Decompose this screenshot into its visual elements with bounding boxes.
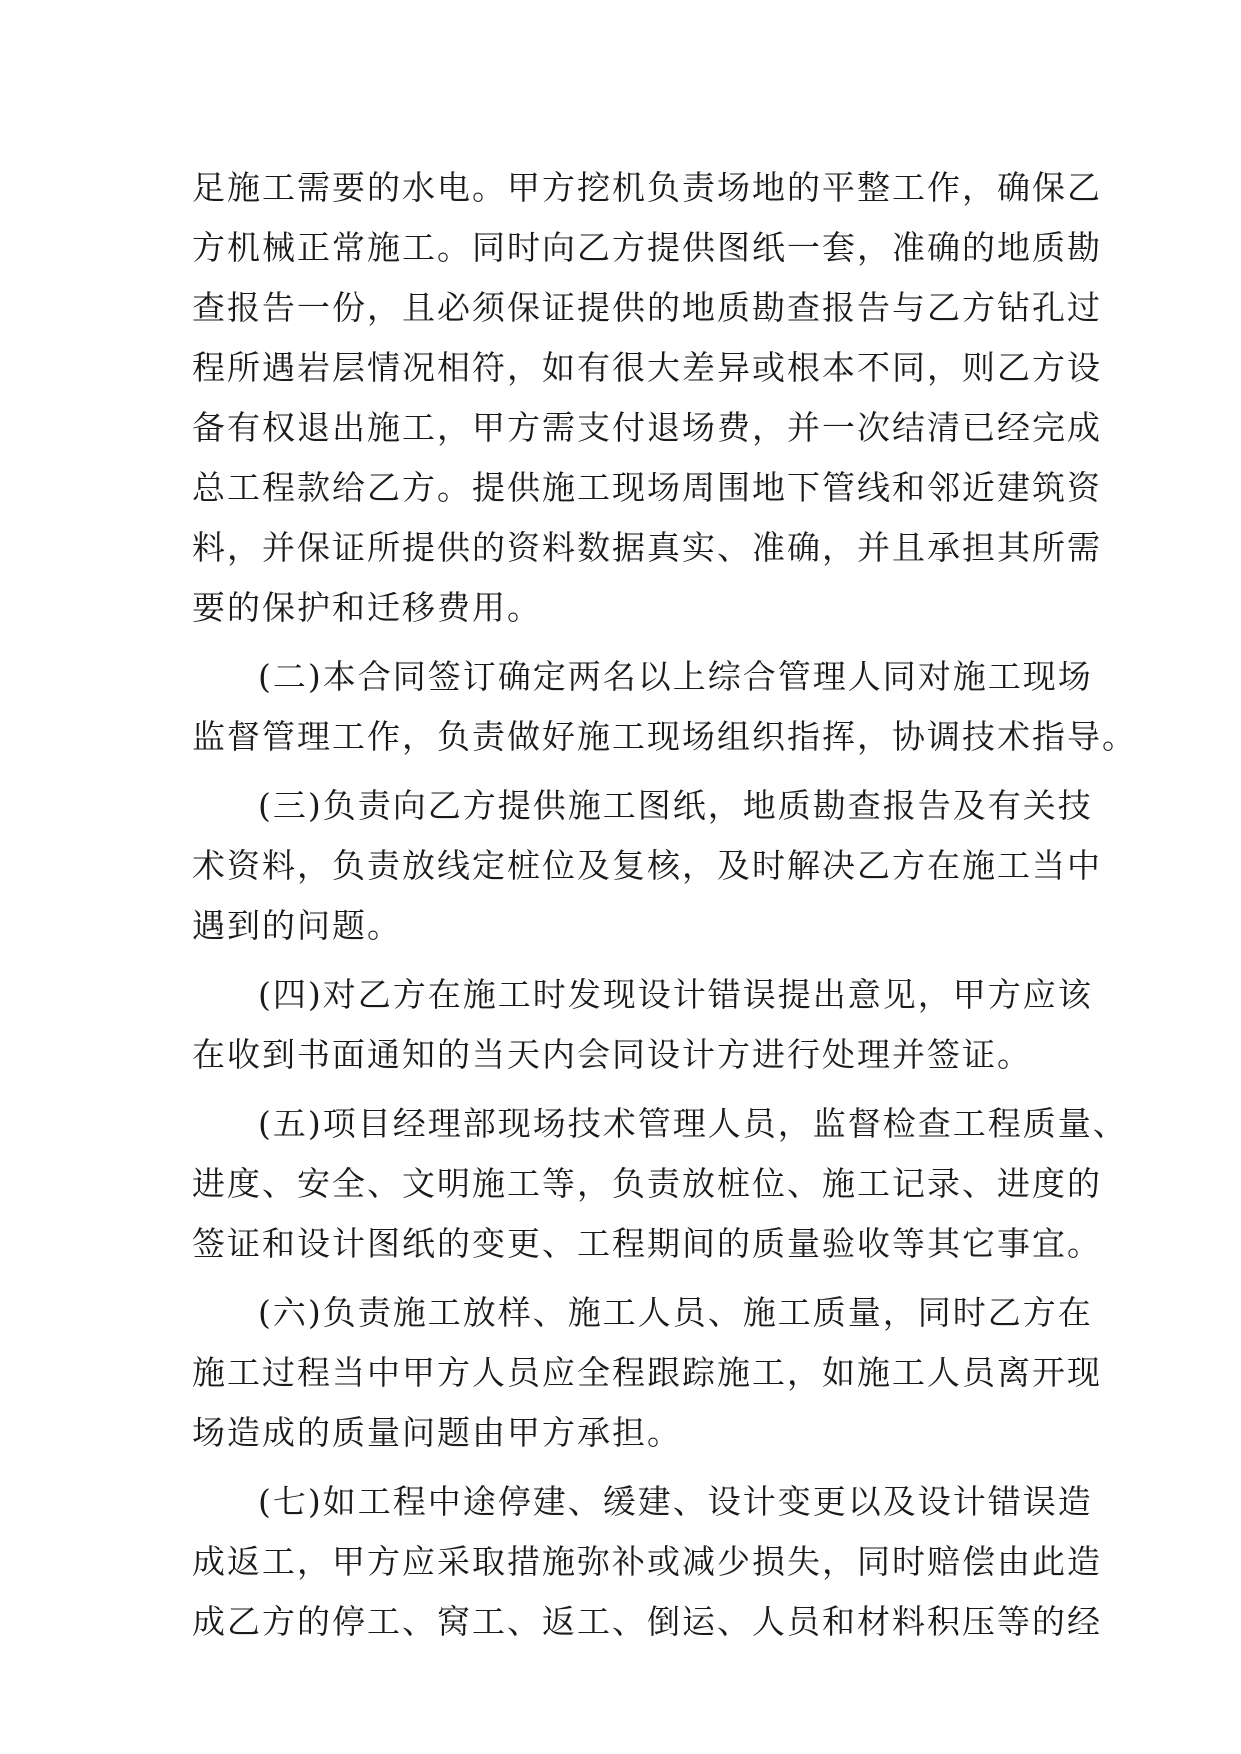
text-line: (二)本合同签订确定两名以上综合管理人同对施工现场 — [258, 657, 1093, 696]
text-line: 程所遇岩层情况相符，如有很大差异或根本不同，则乙方设 — [192, 348, 1102, 387]
text-line: (七)如工程中途停建、缓建、设计变更以及设计错误造 — [258, 1482, 1093, 1521]
text-line: 术资料，负责放线定桩位及复核，及时解决乙方在施工当中 — [192, 846, 1102, 885]
text-line: 总工程款给乙方。提供施工现场周围地下管线和邻近建筑资 — [192, 468, 1102, 507]
text-line: 要的保护和迁移费用。 — [192, 588, 542, 627]
paragraph-gap — [192, 956, 1072, 965]
text-line: 遇到的问题。 — [192, 906, 402, 945]
text-line: 在收到书面通知的当天内会同设计方进行处理并签证。 — [192, 1035, 1032, 1074]
text-line: (六)负责施工放样、施工人员、施工质量，同时乙方在 — [258, 1293, 1093, 1332]
paragraph-gap — [192, 1085, 1072, 1094]
text-line: 方机械正常施工。同时向乙方提供图纸一套，准确的地质勘 — [192, 228, 1102, 267]
paragraph-gap — [192, 767, 1072, 776]
text-line: 备有权退出施工，甲方需支付退场费，并一次结清已经完成 — [192, 408, 1102, 447]
paragraph-gap — [192, 638, 1072, 647]
text-line: (三)负责向乙方提供施工图纸，地质勘查报告及有关技 — [258, 786, 1093, 825]
paragraph-gap — [192, 1463, 1072, 1472]
text-line: 成乙方的停工、窝工、返工、倒运、人员和材料积压等的经 — [192, 1602, 1102, 1641]
document-body — [192, 158, 1137, 1652]
text-line: (四)对乙方在施工时发现设计错误提出意见，甲方应该 — [258, 975, 1093, 1014]
text-line: 施工过程当中甲方人员应全程跟踪施工，如施工人员离开现 — [192, 1353, 1102, 1392]
text-line: 进度、安全、文明施工等，负责放桩位、施工记录、进度的 — [192, 1164, 1102, 1203]
text-line: (五)项目经理部现场技术管理人员，监督检查工程质量、 — [258, 1104, 1128, 1143]
text-line: 查报告一份，且必须保证提供的地质勘查报告与乙方钻孔过 — [192, 288, 1102, 327]
text-line: 足施工需要的水电。甲方挖机负责场地的平整工作，确保乙 — [192, 168, 1102, 207]
text-line: 监督管理工作，负责做好施工现场组织指挥，协调技术指导。 — [192, 717, 1137, 756]
text-line: 成返工，甲方应采取措施弥补或减少损失，同时赔偿由此造 — [192, 1542, 1102, 1581]
paragraph-gap — [192, 1274, 1072, 1283]
text-line: 签证和设计图纸的变更、工程期间的质量验收等其它事宜。 — [192, 1224, 1102, 1263]
text-line: 场造成的质量问题由甲方承担。 — [192, 1413, 682, 1452]
text-line: 料，并保证所提供的资料数据真实、准确，并且承担其所需 — [192, 528, 1102, 567]
